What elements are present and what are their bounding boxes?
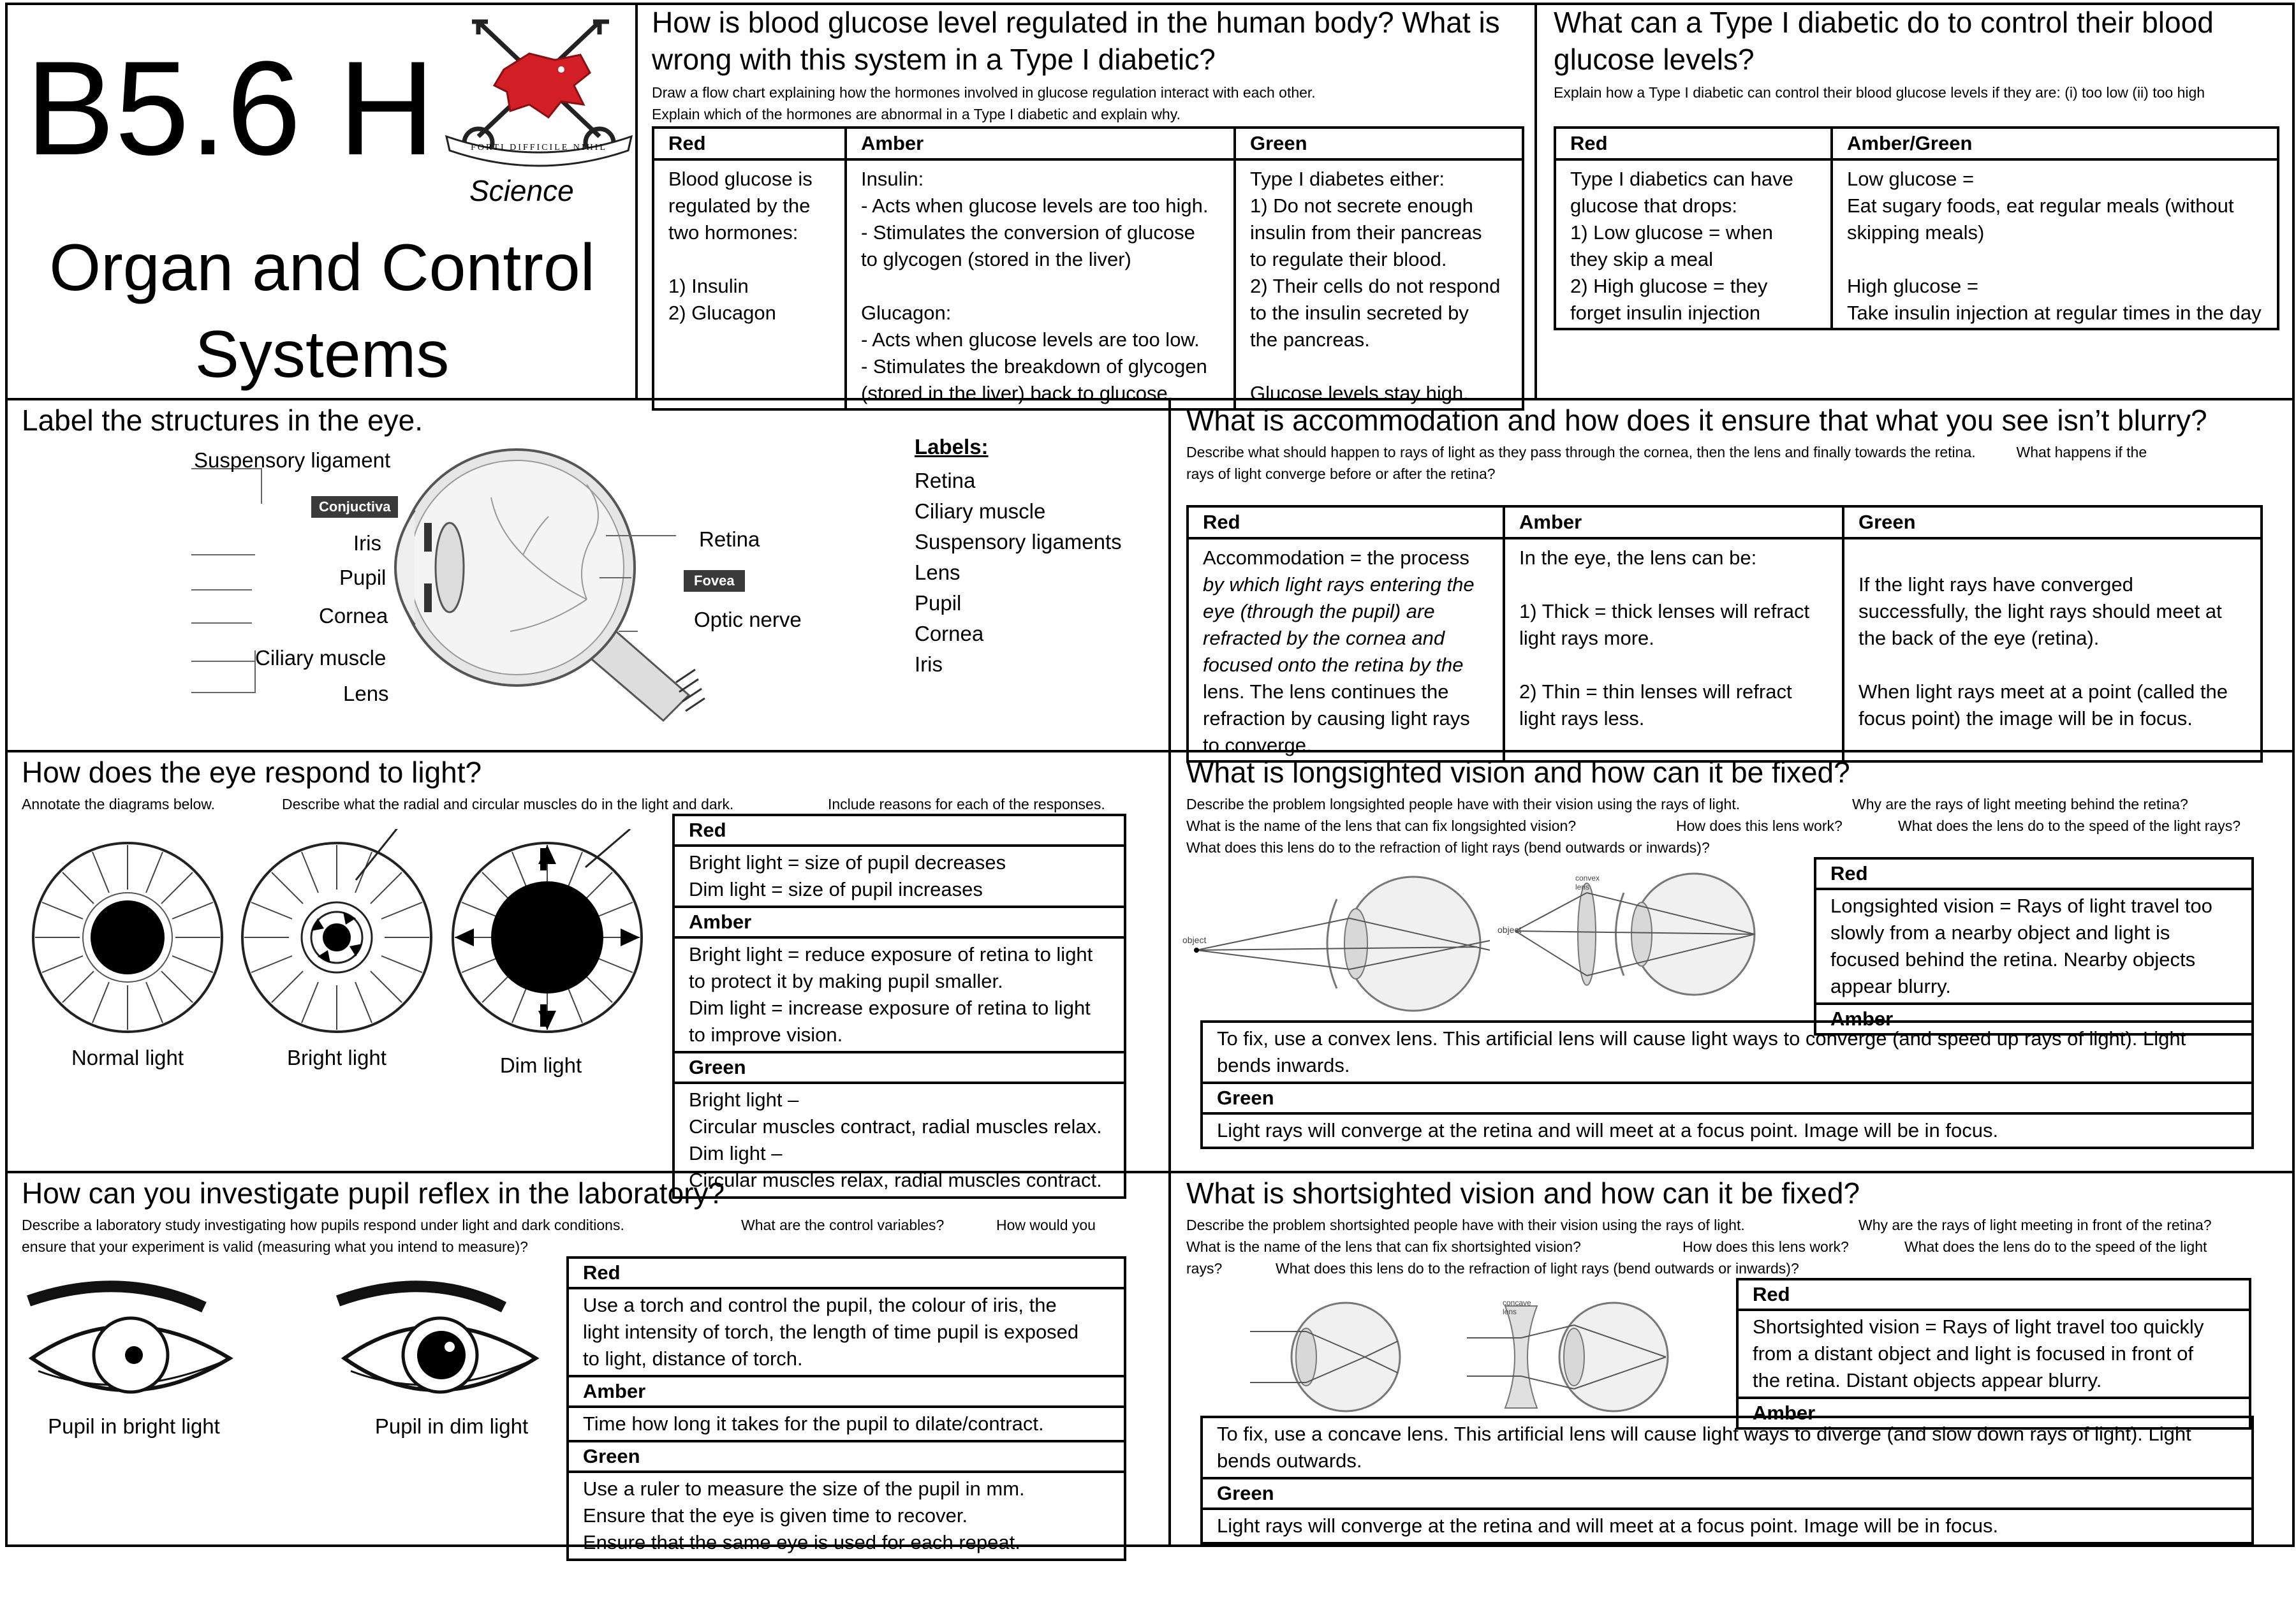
longsight-instr-3: What does this lens do to the refraction of light rays (bend outwards or inwards)? (1186, 839, 1710, 856)
light-green-header: Green (675, 1053, 1124, 1084)
glucose-question-line1: How is blood glucose level regulated in the human body? What is (652, 6, 1500, 39)
accommodation-table (1186, 505, 2263, 763)
eye-label-suspensory: Suspensory ligament (194, 448, 391, 472)
school-motto: FORTI DIFFICILE NIHIL (471, 143, 607, 152)
pupil-instr-2: ensure that your experiment is valid (measuring what you intend to measure)? (22, 1238, 528, 1255)
shortsight-red-box (1736, 1278, 2251, 1430)
shortsight-question: What is shortsighted vision and how can it be fixed? (1186, 1177, 1860, 1210)
pupil-question: How can you investigate pupil reflex in the laboratory? (22, 1177, 725, 1210)
glucose-header-green: Green (1235, 128, 1523, 159)
light-amber-cell: Bright light = reduce exposure of retina to light to protect it by making pupil smaller. Dim light = increase exposure of retina to light to improve vision. (675, 939, 1124, 1053)
divider-glucose-right (1534, 3, 1537, 399)
list-item: Cornea (915, 622, 984, 645)
glucose-header-red: Red (653, 128, 846, 159)
glucose-table (652, 126, 1524, 411)
list-item: Ciliary muscle (915, 499, 1046, 523)
longsight-green-header: Green (1203, 1084, 2251, 1115)
eye-cross-section-icon (191, 440, 867, 733)
control-question-line2: glucose levels? (1554, 43, 1755, 76)
eye-label-pupil: Pupil (339, 566, 386, 589)
glucose-instruction-2: Explain which of the hormones are abnormal in a Type I diabetic and explain why. (652, 106, 1181, 122)
longsight-instr-1b: Why are the rays of light meeting behind the retina? (1852, 796, 2188, 812)
longsight-instr-2c: What does the lens do to the speed of the light rays? (1898, 818, 2241, 834)
longsight-red-cell: Longsighted vision = Rays of light travel too slowly from a nearby object and light is focused behind the retina. Nearby objects appear blurry. (1816, 890, 2251, 1005)
caption-bright-light: Bright light (287, 1046, 386, 1069)
pupil-green-cell: Use a ruler to measure the size of the pupil in mm. Ensure that the eye is given time to recover. Ensure that the same eye is used for each repeat. (583, 1478, 1025, 1553)
longsight-object-label: object (1182, 935, 1207, 945)
accommodation-instruction-1: Describe what should happen to rays of light as they pass through the cornea, then the lens and finally towards the retina. What happens if the (1186, 444, 2147, 460)
shortsight-instr-3a: rays? (1186, 1260, 1223, 1277)
longsight-lens-label: convex lens (1575, 874, 1600, 891)
eye-labels-heading: Labels: (915, 435, 989, 458)
eye-label-fovea: Fovea (684, 570, 745, 592)
accommodation-amber-cell: In the eye, the lens can be: 1) Thick = thick lenses will refract light rays more. 2) Thin = thin lenses will refract light rays less. (1504, 538, 1843, 761)
pupil-green-header: Green (569, 1442, 1124, 1473)
glucose-question-line2: wrong with this system in a Type I diabetic? (652, 43, 1216, 76)
eye-label-optic: Optic nerve (694, 608, 802, 631)
accommodation-header-amber: Amber (1504, 506, 1843, 538)
shortsight-instr-2a: What is the name of the lens that can fix shortsighted vision? (1186, 1238, 1581, 1255)
longsight-eye-icon (1184, 867, 1809, 1020)
pupil-amber-header: Amber (569, 1377, 1124, 1408)
shortsight-amber-header: Amber (1753, 1402, 1816, 1424)
pupil-instr-1a: Describe a laboratory study investigating how pupils respond under light and dark conditions. (22, 1217, 624, 1233)
longsight-object2-label: object (1498, 925, 1522, 935)
longsight-amber-header: Amber (1830, 1008, 1894, 1030)
longsight-instr-1a: Describe the problem longsighted people have with their vision using the rays of light. (1186, 796, 1740, 812)
longsight-amber-green-box (1200, 1020, 2254, 1149)
divider-row3 (5, 1171, 2295, 1173)
school-crest (434, 9, 644, 175)
eye-label-conjuctiva: Conjuctiva (311, 496, 398, 518)
shortsight-green-header: Green (1203, 1479, 2251, 1510)
shortsight-eye-icon (1250, 1293, 1735, 1421)
iris-diagrams (32, 829, 663, 1046)
light-amber-header: Amber (675, 908, 1124, 939)
pupil-red-cell: Use a torch and control the pupil, the colour of iris, the light intensity of torch, the length of time pupil is exposed to light, distance of torch. (569, 1289, 1124, 1377)
pupil-answer-stack (566, 1256, 1126, 1561)
iris-response-icon (32, 829, 663, 1046)
longsight-instr-2b: How does this lens work? (1676, 818, 1843, 834)
shortsight-amber-cell: To fix, use a concave lens. This artificial lens will cause light ways to diverge (and slow down rays of light). Light bends outwards. (1203, 1418, 2251, 1479)
accommodation-header-green: Green (1843, 506, 2262, 538)
pupil-red-header: Red (569, 1259, 1124, 1289)
shortsight-diagram (1250, 1293, 1735, 1421)
longsight-diagram (1184, 867, 1809, 1020)
pupil-instr-1b: What are the control variables? (741, 1217, 945, 1233)
longsight-red-header: Red (1816, 860, 2251, 890)
shortsight-instr-2b: How does this lens work? (1682, 1238, 1849, 1255)
list-item: Pupil (915, 591, 962, 615)
shortsight-red-cell: Shortsighted vision = Rays of light travel too quickly from a distant object and light is focused in front of the retina. Distant objects appear blurry. (1739, 1311, 2249, 1399)
control-header-amber-green: Amber/Green (1832, 128, 2278, 159)
control-table (1554, 126, 2279, 330)
accommodation-header-red: Red (1188, 506, 1504, 538)
shortsight-lens-label: concave lens (1503, 1298, 1531, 1316)
shortsight-instr-1b: Why are the rays of light meeting in front of the retina? (1858, 1217, 2212, 1233)
light-red-cell: Bright light = size of pupil decreases Dim light = size of pupil increases (675, 847, 1124, 908)
shortsight-amber-green-box (1200, 1416, 2254, 1544)
glucose-red-cell: Blood glucose is regulated by the two hormones: 1) Insulin 2) Glucagon (653, 159, 846, 409)
topic-code: B5.6 H (26, 33, 435, 183)
accommodation-green-cell: If the light rays have converged successfully, the light rays should meet at the back of the eye (retina). When light rays meet at a point (called the focus point) the image will be in focus. (1843, 538, 2262, 761)
list-item: Suspensory ligaments (915, 530, 1122, 554)
longsight-amber-cell: To fix, use a convex lens. This artificial lens will cause light ways to converge (and speed up rays of light). Light bends inwards. (1203, 1023, 2251, 1084)
eye-label-lens: Lens (343, 682, 389, 705)
shortsight-instr-3b: What does this lens do to the refraction of light rays (bend outwards or inwards)? (1276, 1260, 1799, 1277)
list-item: Retina (915, 469, 976, 492)
shortsight-red-header: Red (1739, 1280, 2249, 1311)
topic-title-line2: Systems (195, 318, 450, 392)
pupil-eyes-icon (19, 1275, 542, 1416)
pupil-amber-cell: Time how long it takes for the pupil to dilate/contract. (569, 1408, 1124, 1442)
list-item: Iris (915, 652, 943, 676)
longsight-question: What is longsighted vision and how can it be fixed? (1186, 756, 1850, 789)
pupil-eye-diagrams (19, 1275, 542, 1416)
eye-labels-list (915, 466, 1122, 680)
eye-diagram (191, 440, 867, 733)
subject-label: Science (469, 174, 574, 207)
eye-label-cornea: Cornea (319, 604, 388, 627)
accommodation-instruction-2: rays of light converge before or after the retina? (1186, 466, 1496, 482)
caption-normal-light: Normal light (71, 1046, 184, 1069)
caption-dim-light: Dim light (499, 1053, 582, 1077)
shortsight-green-cell: Light rays will converge at the retina and will meet at a focus point. Image will be in focus. (1217, 1515, 1999, 1537)
light-instruction-c: Include reasons for each of the responses. (828, 796, 1105, 812)
light-green-cell: Bright light – Circular muscles contract, radial muscles relax. Dim light – Circular muscles relax, radial muscles contract. (689, 1089, 1102, 1191)
control-header-red: Red (1555, 128, 1832, 159)
glucose-header-amber: Amber (846, 128, 1235, 159)
longsight-red-box (1814, 857, 2254, 1036)
eye-label-iris: Iris (353, 531, 381, 555)
longsight-instr-2a: What is the name of the lens that can fix longsighted vision? (1186, 818, 1577, 834)
glucose-green-cell: Type I diabetes either: 1) Do not secrete enough insulin from their pancreas to regulate their blood. 2) Their cells do not respond to the insulin secreted by the pancreas. Glucose levels stay high. (1235, 159, 1523, 409)
eye-label-retina: Retina (699, 527, 760, 551)
control-amber-green-cell: Low glucose = Eat sugary foods, eat regular meals (without skipping meals) High glucose = Take insulin injection at regular times in the day (1832, 159, 2278, 329)
control-instruction: Explain how a Type I diabetic can control their blood glucose levels if they are: (i) too low (ii) too high (1554, 84, 2205, 101)
glucose-amber-cell: Insulin: - Acts when glucose levels are too high. - Stimulates the conversion of glucose to glycogen (stored in the liver) Glucagon: - Acts when glucose levels are too low. - Stimulates the breakdown of glycogen (stored in the liver) back to glucose. (846, 159, 1235, 409)
shortsight-instr-1a: Describe the problem shortsighted people have with their vision using the rays of light. (1186, 1217, 1745, 1233)
list-item: Lens (915, 561, 960, 584)
light-answer-stack (672, 814, 1126, 1199)
topic-title-line1: Organ and Control (49, 231, 595, 305)
divider-middle (1168, 398, 1171, 1546)
caption-pupil-dim: Pupil in dim light (374, 1414, 529, 1438)
light-instruction-b: Describe what the radial and circular muscles do in the light and dark. (282, 796, 734, 812)
light-red-header: Red (675, 816, 1124, 847)
accommodation-question: What is accommodation and how does it ensure that what you see isn’t blurry? (1186, 404, 2207, 437)
accommodation-red-cell: Accommodation = the process by which light rays entering the eye (through the pupil) are refracted by the cornea and focused onto the retina by the lens. The lens continues the refraction by causing light rays to converge. (1188, 538, 1504, 761)
light-question: How does the eye respond to light? (22, 756, 482, 789)
control-red-cell: Type I diabetics can have glucose that drops: 1) Low glucose = when they skip a meal 2) High glucose = they forget insulin injection (1555, 159, 1832, 329)
eye-label-ciliary: Ciliary muscle (255, 646, 386, 670)
light-instruction-a: Annotate the diagrams below. (22, 796, 216, 812)
pupil-instr-1c: How would you (996, 1217, 1096, 1233)
glucose-instruction-1: Draw a flow chart explaining how the hormones involved in glucose regulation interact with each other. (652, 84, 1316, 101)
eye-question: Label the structures in the eye. (22, 404, 423, 437)
longsight-green-cell: Light rays will converge at the retina and will meet at a focus point. Image will be in focus. (1217, 1119, 1999, 1141)
control-question-line1: What can a Type I diabetic do to control their blood (1554, 6, 2214, 39)
caption-pupil-bright: Pupil in bright light (48, 1414, 220, 1438)
shortsight-instr-2c: What does the lens do to the speed of the light (1904, 1238, 2207, 1255)
